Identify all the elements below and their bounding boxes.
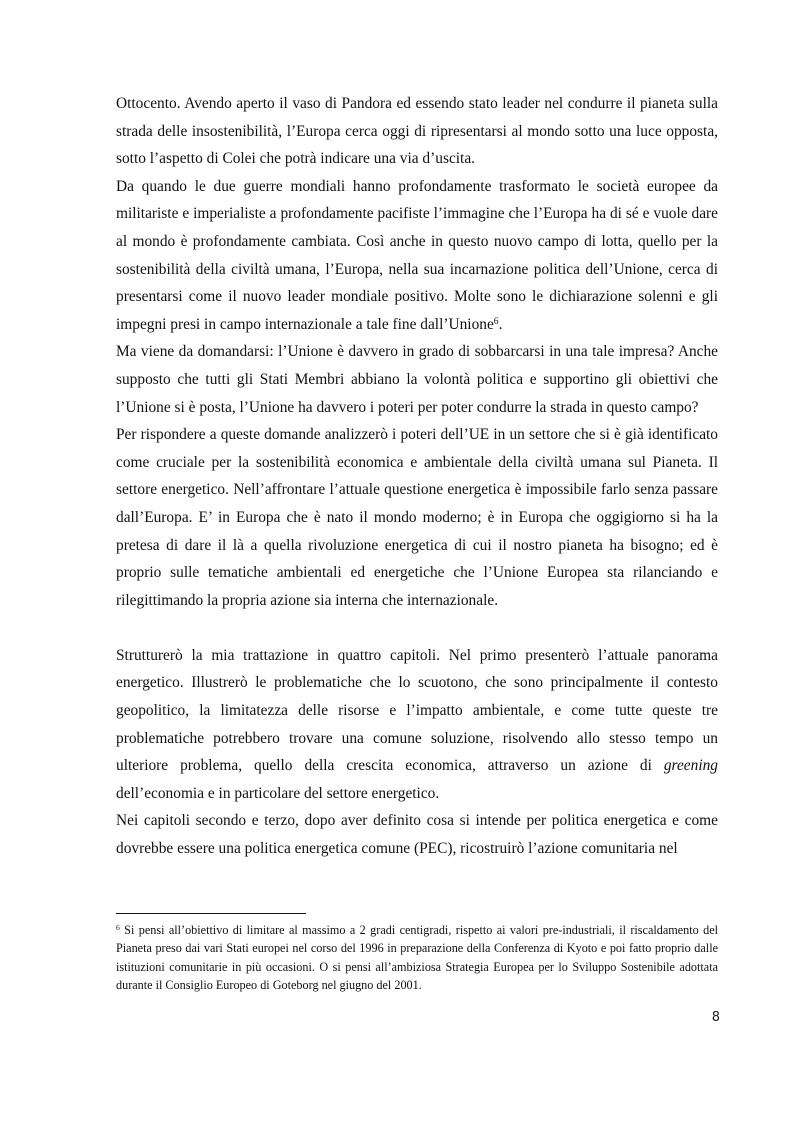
paragraph (116, 642, 718, 808)
paragraph-end: dell’economia e in particolare del settore energetico. (116, 784, 440, 802)
footnote-divider (116, 913, 306, 914)
paragraph: Per rispondere a queste domande analizzerò i poteri dell’UE in un settore che si è già identificato come cruciale per la sostenibilità economica e ambientale della civiltà umana sul Pianeta. Il settore energetico. Nell’affrontare l’attuale questione energetica è impossibile farlo senza passare dall’Europa. E’ in Europa che è nato il mondo moderno; è in Europa che oggigiorno si ha la pretesa di dare il là a quella rivoluzione energetica di cui il nostro pianeta ha bisogno; ed è proprio sulle tematiche ambientali ed energetiche che l’Unione Europea sta rilanciando e rilegittimando la propria azione sia interna che internazionale. (116, 426, 718, 609)
footnote-number: 6 (116, 923, 120, 933)
paragraph: Nei capitoli secondo e terzo, dopo aver definito cosa si intende per politica energetica e come dovrebbe essere una politica energetica comune (PEC), ricostruirò l’azione comunitaria nel (116, 812, 718, 858)
paragraph (116, 173, 718, 339)
paragraph-text: Strutturerò la mia trattazione in quattro capitoli. Nel primo presenterò l’attuale panorama energetico. Illustrerò le problematiche che lo scuotono, che sono principalmente il contesto geopolitico, la limitatezza delle risorse e l’impatto ambientale, e come tutte queste tre problematiche potrebbero trovare una comune soluzione, risolvendo allo stesso tempo un ulteriore problema, quello della crescita economica, attraverso un azione di (116, 646, 718, 775)
footnote-text: Si pensi all’obiettivo di limitare al massimo a 2 gradi centigradi, rispetto ai valori pre-industriali, il riscaldamento del Pianeta preso dai vari Stati europei nel corso del 1996 in preparazione della Conferenza di Kyoto e poi fatto proprio dalle istituzioni comunitarie in più occasioni. O si pensi all’ambiziosa Strategia Europea per lo Sviluppo Sostenibile adottata durante il Consiglio Europeo di Goteborg nel giugno del 2001. (116, 923, 718, 992)
paragraph-end: . (498, 315, 503, 333)
footnote-reference[interactable]: 6 (493, 315, 499, 327)
paragraph-text: Da quando le due guerre mondiali hanno profondamente trasformato le società europee da militariste e imperialiste a profondamente pacifiste l’immagine che l’Europa ha di sé e vuole dare al mondo è profondamente cambiata. Così anche in questo nuovo campo di lotta, quello per la sostenibilità della civiltà umana, l’Europa, nella sua incarnazione politica dell’Unione, cerca di presentarsi come il nuovo leader mondiale positivo. Molte sono le dichiarazione solenni e gli impegni presi in campo internazionale a tale fine dall’Unione (116, 177, 718, 333)
footnote (116, 921, 718, 994)
page-number: 8 (711, 1010, 720, 1025)
paragraph: Ottocento. Avendo aperto il vaso di Pandora ed essendo stato leader nel condurre il pianeta sulla strada delle insostenibilità, l’Europa cerca oggi di ripresentarsi al mondo sotto una luce opposta, sotto l’aspetto di Colei che potrà indicare una via d’uscita. (116, 95, 718, 168)
emphasized-term: greening (663, 757, 718, 775)
paragraph: Ma viene da domandarsi: l’Unione è davvero in grado di sobbarcarsi in una tale impresa? Anche supposto che tutti gli Stati Membri abbiano la volontà politica e supportino gli obiettivi che l’Unione si è posta, l’Unione ha davvero i poteri per poter condurre la strada in questo campo? (116, 343, 718, 416)
body-text (116, 90, 718, 863)
